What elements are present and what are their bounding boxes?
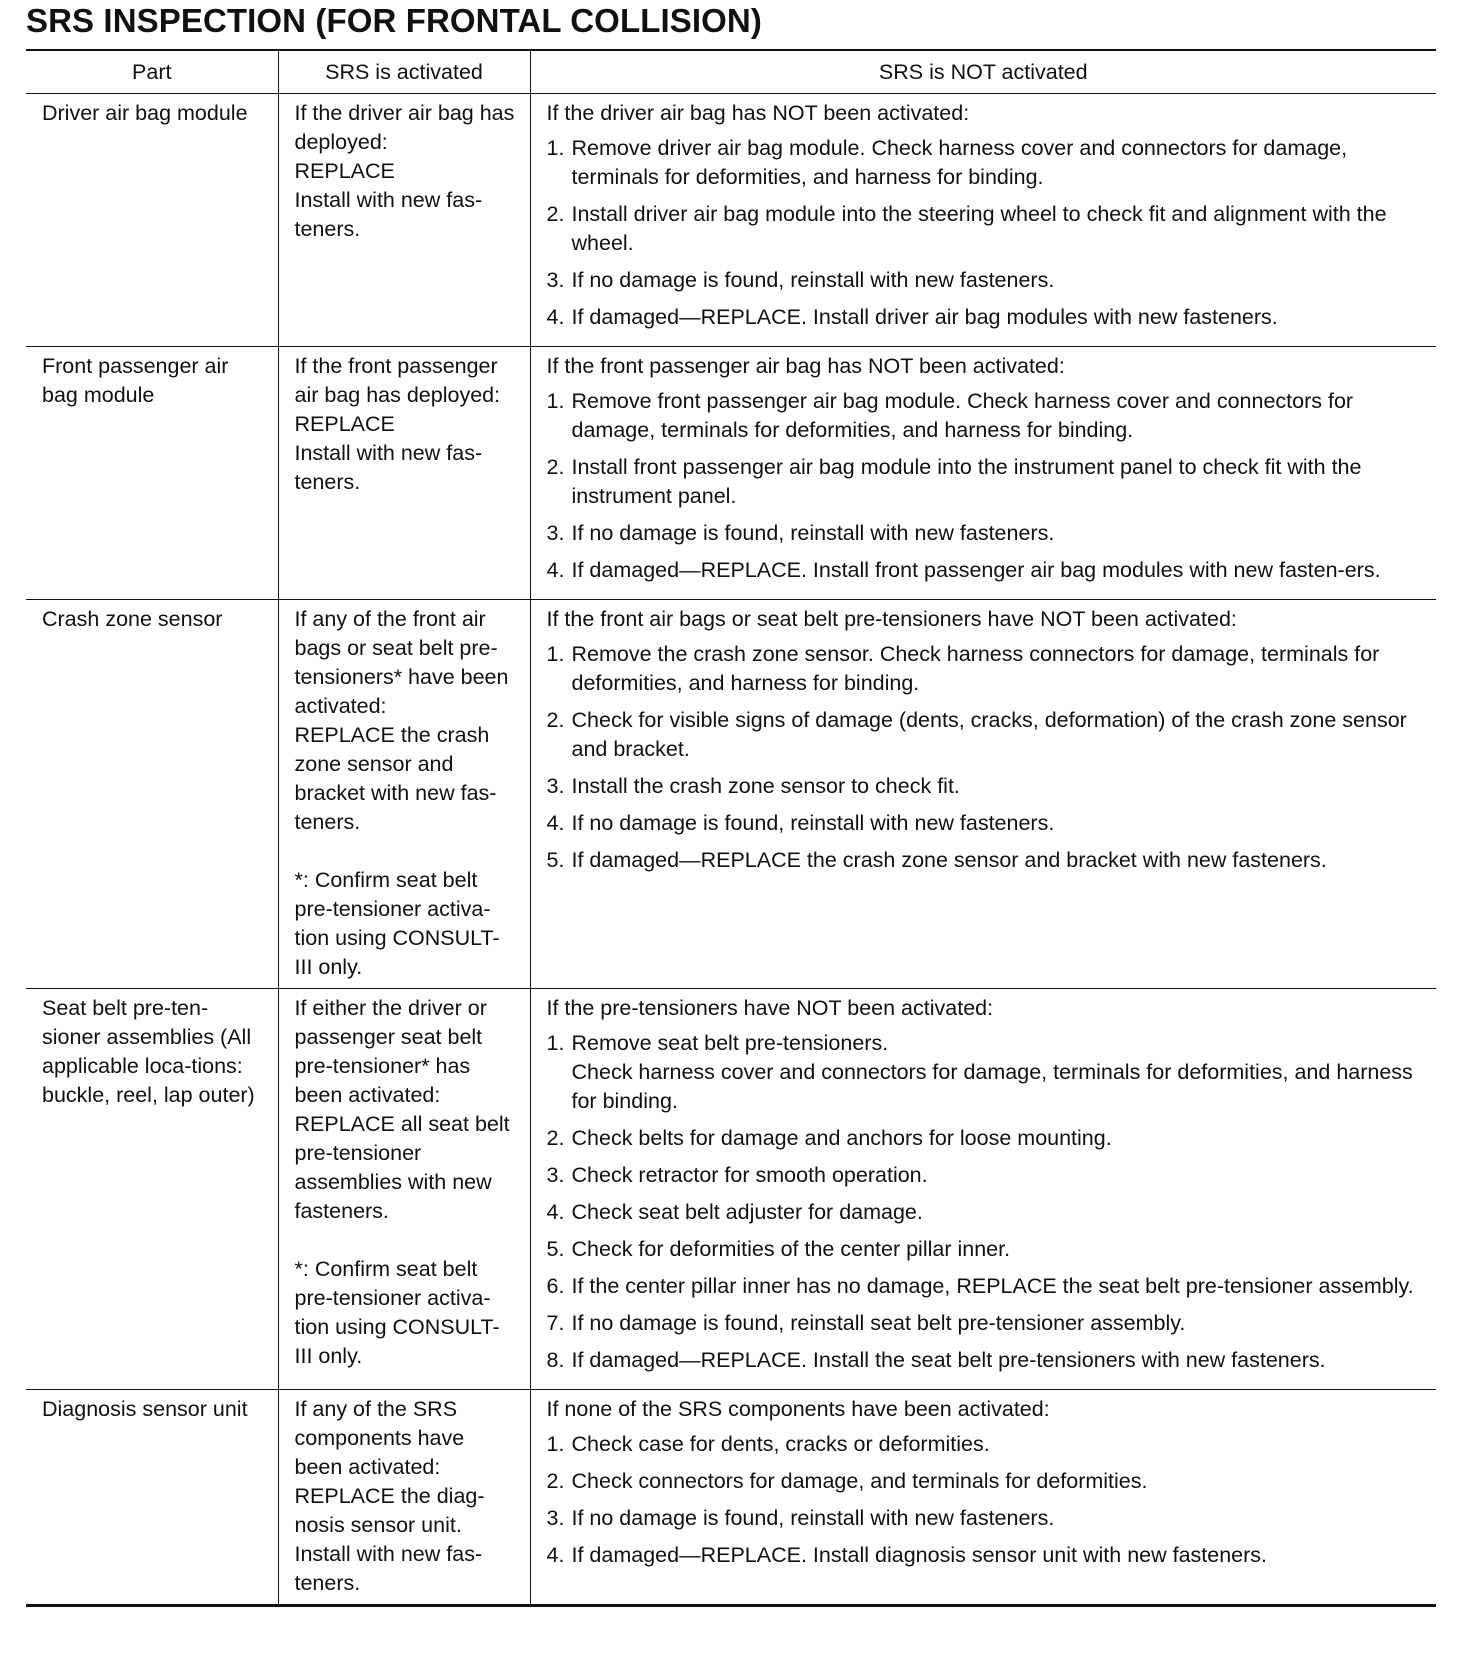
not-activated-intro: If the pre-tensioners have NOT been activated: [546,996,994,1020]
inspection-step [547,134,1425,192]
step-number: 3. [546,268,565,292]
step-number: 6. [546,1274,565,1298]
activated-cell [278,94,530,347]
step-number: 1. [546,1432,565,1456]
inspection-step [547,772,1425,801]
table-body [26,94,1436,1606]
step-text: Remove seat belt pre-tensioners. Check harness cover and connectors for damage, terminals for deformities, and harness for binding. [571,1031,1413,1113]
step-number: 1. [546,1031,565,1055]
not-activated-intro: If the front air bags or seat belt pre-tensioners have NOT been activated: [546,607,1237,631]
activation-footnote: *: Confirm seat belt pre-tensioner activa-tion using CONSULT-III only. [294,1257,500,1368]
inspection-step [547,200,1425,258]
part-name: Driver air bag module [42,101,248,125]
step-number: 5. [546,1237,565,1261]
step-number: 4. [546,811,565,835]
step-text: Check for visible signs of damage (dents, cracks, deformation) of the crash zone sensor and bracket. [571,708,1407,761]
not-activated-intro: If the driver air bag has NOT been activated: [546,101,970,125]
step-number: 1. [546,642,565,666]
part-cell [26,347,278,600]
step-number: 5. [546,848,565,872]
not-activated-cell [530,989,1436,1390]
inspection-steps [547,387,1425,585]
step-text: If damaged—REPLACE. Install the seat belt pre-tensioners with new fasteners. [571,1348,1326,1372]
not-activated-cell [530,1390,1436,1606]
part-name: Diagnosis sensor unit [42,1397,248,1421]
step-number: 4. [546,1543,565,1567]
activated-cell [278,347,530,600]
table-row [26,600,1436,989]
srs-inspection-table [26,49,1436,1607]
step-number: 8. [546,1348,565,1372]
table-header [26,50,1436,94]
step-number: 1. [546,389,565,413]
step-text: Check retractor for smooth operation. [571,1163,928,1187]
step-number: 4. [546,558,565,582]
step-number: 2. [546,202,565,226]
step-number: 3. [546,774,565,798]
step-text: If no damage is found, reinstall with new fasteners. [571,1506,1055,1530]
step-number: 3. [546,521,565,545]
inspection-step [547,1346,1425,1375]
not-activated-intro: If none of the SRS components have been activated: [546,1397,1050,1421]
inspection-steps [547,1029,1425,1375]
header-row [26,50,1436,94]
step-text: Remove front passenger air bag module. Check harness cover and connectors for damage, terminals for deformities, and harness for binding. [571,389,1354,442]
inspection-step [547,453,1425,511]
step-text: Remove the crash zone sensor. Check harness connectors for damage, terminals for deformities, and harness for binding. [571,642,1380,695]
part-name: Seat belt pre-ten-sioner assemblies (All applicable loca-tions: buckle, reel, lap outer) [42,996,255,1107]
inspection-step [547,706,1425,764]
step-text: If no damage is found, reinstall with new fasteners. [571,268,1055,292]
inspection-step [547,1430,1425,1459]
step-number: 1. [546,136,565,160]
inspection-step [547,1235,1425,1264]
step-number: 2. [546,455,565,479]
part-cell [26,989,278,1390]
inspection-step [547,556,1425,585]
step-text: If damaged—REPLACE. Install front passenger air bag modules with new fasten-ers. [571,558,1381,582]
activated-instruction: If any of the SRS components have been activated: REPLACE the diag-nosis sensor unit. Install with new fas-teners. [294,1397,485,1595]
activated-instruction: If the driver air bag has deployed: REPLACE Install with new fas-teners. [294,101,515,241]
activated-instruction: If either the driver or passenger seat belt pre-tensioner* has been activated: REPLACE all seat belt pre-tensioner assemblies with new fasteners. [294,996,510,1223]
not-activated-intro: If the front passenger air bag has NOT been activated: [546,354,1065,378]
step-text: If the center pillar inner has no damage, REPLACE the seat belt pre-tensioner assembly. [571,1274,1414,1298]
step-text: If no damage is found, reinstall with new fasteners. [571,521,1055,545]
inspection-step [547,387,1425,445]
not-activated-cell [530,94,1436,347]
activation-footnote: *: Confirm seat belt pre-tensioner activa-tion using CONSULT-III only. [294,868,500,979]
inspection-steps [547,134,1425,332]
step-text: Install driver air bag module into the steering wheel to check fit and alignment with the wheel. [571,202,1387,255]
step-text: If damaged—REPLACE the crash zone sensor and bracket with new fasteners. [571,848,1327,872]
inspection-step [547,1161,1425,1190]
table-row [26,347,1436,600]
table-row [26,1390,1436,1606]
inspection-step [547,809,1425,838]
step-number: 2. [546,1126,565,1150]
inspection-step [547,266,1425,295]
column-header-not-activated: SRS is NOT activated [530,50,1436,94]
inspection-step [547,1541,1425,1570]
step-number: 3. [546,1506,565,1530]
step-number: 7. [546,1311,565,1335]
part-name: Crash zone sensor [42,607,223,631]
step-number: 4. [546,305,565,329]
inspection-step [547,1467,1425,1496]
activated-instruction: If any of the front air bags or seat belt pre-tensioners* have been activated: REPLACE the crash zone sensor and bracket with new fas-teners. [294,607,509,834]
inspection-steps [547,1430,1425,1570]
step-text: Remove driver air bag module. Check harness cover and connectors for damage, terminals for deformities, and harness for binding. [571,136,1348,189]
step-text: Check for deformities of the center pillar inner. [571,1237,1011,1261]
step-text: If no damage is found, reinstall with new fasteners. [571,811,1055,835]
not-activated-cell [530,600,1436,989]
step-text: Check belts for damage and anchors for loose mounting. [571,1126,1112,1150]
inspection-step [547,846,1425,875]
table-row [26,989,1436,1390]
inspection-steps [547,640,1425,875]
inspection-step [547,1124,1425,1153]
step-text: Check case for dents, cracks or deformities. [571,1432,990,1456]
step-text: If damaged—REPLACE. Install diagnosis sensor unit with new fasteners. [571,1543,1268,1567]
step-text: Check connectors for damage, and terminals for deformities. [571,1469,1148,1493]
column-header-part: Part [26,50,278,94]
step-text: Install front passenger air bag module into the instrument panel to check fit with the instrument panel. [571,455,1362,508]
activated-cell [278,1390,530,1606]
inspection-step [547,1272,1425,1301]
activated-instruction: If the front passenger air bag has deployed: REPLACE Install with new fas-teners. [294,354,501,494]
step-number: 4. [546,1200,565,1224]
step-text: If damaged—REPLACE. Install driver air bag modules with new fasteners. [571,305,1278,329]
table-row [26,94,1436,347]
part-cell [26,1390,278,1606]
inspection-step [547,1029,1425,1116]
column-header-activated: SRS is activated [278,50,530,94]
step-text: Check seat belt adjuster for damage. [571,1200,923,1224]
inspection-step [547,303,1425,332]
not-activated-cell [530,347,1436,600]
page-title: SRS INSPECTION (FOR FRONTAL COLLISION) [26,2,762,39]
step-number: 2. [546,708,565,732]
inspection-step [547,1309,1425,1338]
step-text: Install the crash zone sensor to check fit. [571,774,960,798]
step-number: 3. [546,1163,565,1187]
inspection-step [547,640,1425,698]
part-cell [26,600,278,989]
activated-cell [278,600,530,989]
step-text: If no damage is found, reinstall seat belt pre-tensioner assembly. [571,1311,1186,1335]
inspection-step [547,1504,1425,1533]
inspection-step [547,519,1425,548]
part-name: Front passenger air bag module [42,354,229,407]
inspection-step [547,1198,1425,1227]
step-number: 2. [546,1469,565,1493]
activated-cell [278,989,530,1390]
part-cell [26,94,278,347]
